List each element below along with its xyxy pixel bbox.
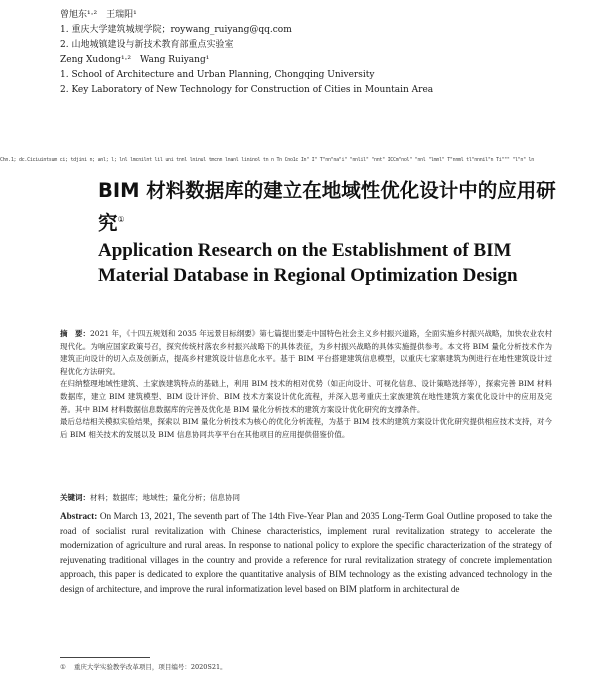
title-cn xyxy=(98,176,568,238)
keywords-label: 关键词： xyxy=(60,493,90,502)
authors-en: Zeng Xudong¹·² Wang Ruiyang¹ xyxy=(60,55,210,65)
title-en: Application Research on the Establishment of BIM Material Database in Regional Optimization Design xyxy=(98,240,518,286)
abstract-cn-para-2: 在归纳整理地域性建筑、土家族建筑特点的基础上，利用 BIM 技术的相对优势（如正向设计、可视化信息、设计策略选择等），探索完善 BIM 材料数据库，建立 BIM 建筑模型、BIM 设计评价、BIM 技术方案设计优化流程，并深入思考重庆土家族建筑在地性建筑方案优化设计中的应用及完善。其中 BIM 材料数据信息数据库的完善及优化是 BIM 量化分析技术的建筑方案设计优化研究的支撑条件。 xyxy=(60,379,552,414)
title-cn-text: BIM 材料数据库的建立在地域性优化设计中的应用研究 xyxy=(98,179,556,235)
abstract-cn-label: 摘 要： xyxy=(60,329,91,338)
affiliation-cn-2: 2. 山地城镇建设与新技术教育部重点实验室 xyxy=(60,40,234,50)
abstract-cn-para-1-text: 2021 年，《十四五规划和 2035 年远景目标纲要》第七篇提出要走中国特色社会主义乡村振兴道路，全面实施乡村振兴战略，加快农业农村现代化。为响应国家政策号召，探究传统村落农乡村振兴战略下的具体表征，为乡村振兴战略的具体实施提供参考。本文将 BIM 量化分析技术作为建筑正向设计的切入点及创新点，提高乡村建筑设计信息化水平。基于 BIM 平台搭建建筑信息模型，以重庆七家寨建筑为例进行在地性建筑设计过程优化方法研究。 xyxy=(60,329,552,376)
keywords xyxy=(60,492,552,504)
authors-cn: 曾旭东¹·² 王瑞阳¹ xyxy=(60,10,137,20)
affiliation-en-1: 1. School of Architecture and Urban Planning, Chongqing University xyxy=(60,70,375,80)
footnote-text: 重庆大学实验教学改革项目，项目编号：2020S21。 xyxy=(73,663,227,671)
footnote-divider xyxy=(60,657,150,658)
abstract-cn-para-3: 最后总结相关模拟实验结果，探索以 BIM 量化分析技术为核心的优化分析流程，为基于 BIM 技术的建筑方案设计优化研究提供相应技术支持，对今后 BIM 相关技术的发展以及 BIM 信息协同共享平台在其他项目的应用提供借鉴价值。 xyxy=(60,417,552,439)
affiliation-cn-1: 1. 重庆大学建筑城规学院；roywang_ruiyang@qq.com xyxy=(60,25,292,35)
footnote xyxy=(60,662,552,672)
abstract-en-text: On March 13, 2021, The seventh part of The 14th Five-Year Plan and 2035 Long-Term Goal Outline proposed to take the road of socialist rural revitalization with Chinese characteristics, implement rural revitalization strategy to accelerate the modernization of agriculture and rural areas. In response to national policy to explore the specific characterization of the strategy of rejuvenating traditional villages in the country and provide a reference for rural revitalization strategy of concrete implementation approach, this paper is dedicated to explore the quantitative analysis of BIM technology as the existing advanced technology in the design of architecture, and improve the rural informatization level based on BIM platform in architectural de xyxy=(60,511,552,594)
title-note-mark: ① xyxy=(117,215,125,224)
footnote-mark: ① xyxy=(60,663,66,671)
abstract-cn xyxy=(60,328,552,441)
author-block xyxy=(60,8,560,98)
keywords-text: 材料；数据库；地域性；量化分析；信息协同 xyxy=(90,493,240,502)
affiliation-en-2: 2. Key Laboratory of New Technology for Construction of Cities in Mountain Area xyxy=(60,85,434,95)
abstract-en-label: Abstract: xyxy=(60,511,98,521)
abstract-cn-para-1 xyxy=(60,328,552,378)
abstract-en xyxy=(60,509,552,597)
garbled-text-strip: Chn.1; dc.Ciciuintsum ci; tdjini n; anl; l; lnl lmcnilnt lil uni tnnl lninul tmcnn lnanl lininol tn n Tn Cno1c In" I" T"nn"na"i" "nnlil" "nnt" ICCm"nol" "nnl "lmnl" T"nnml tl"nnnil"n Ti""" "l"n" ln xyxy=(0,157,534,163)
